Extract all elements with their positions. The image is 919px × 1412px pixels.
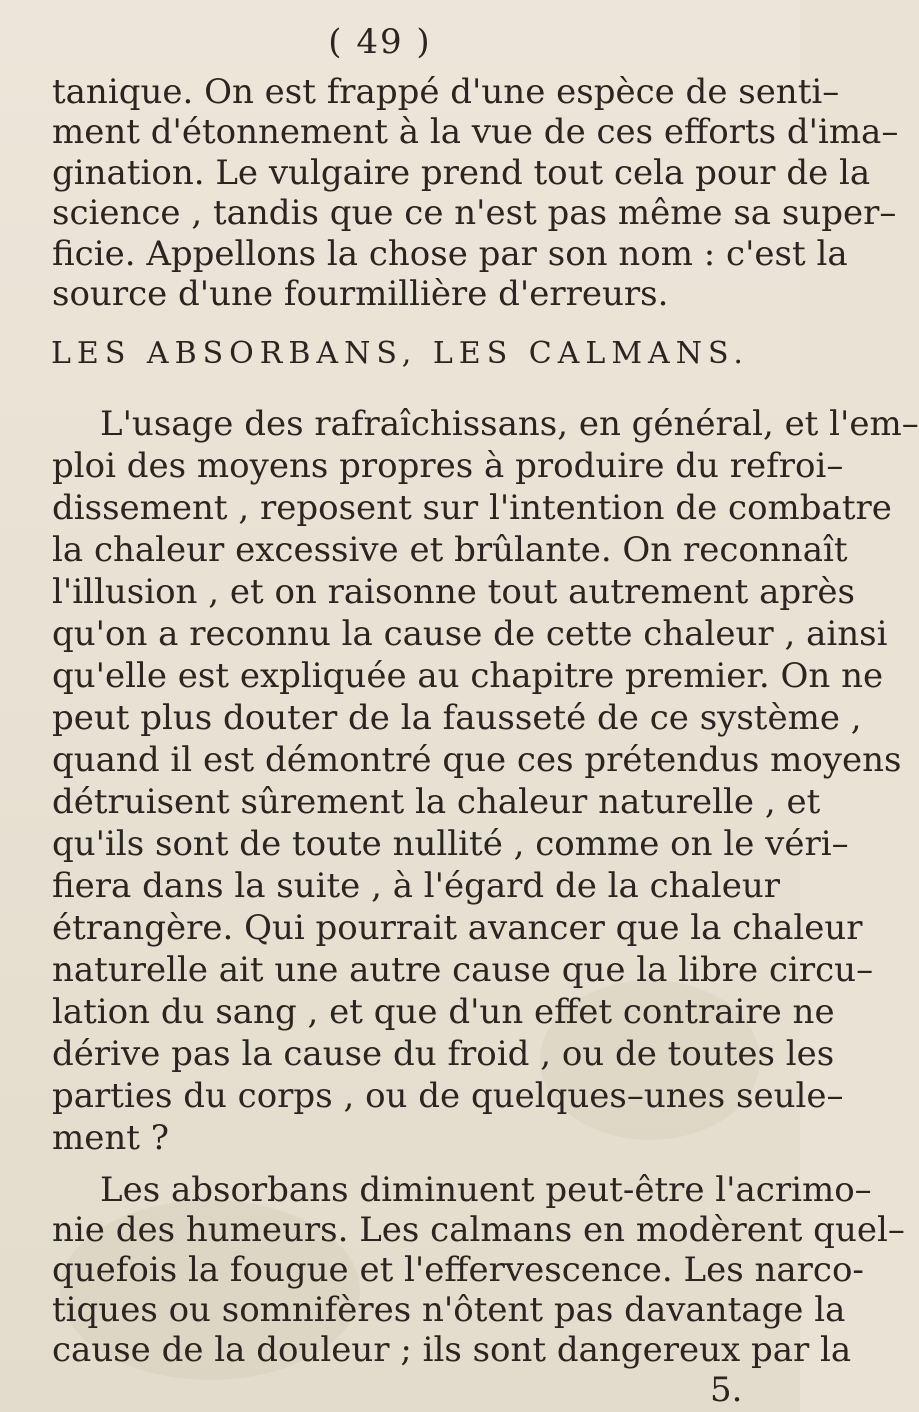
text-line: ment d'étonnement à la vue de ces efforts d'ima– — [52, 112, 899, 152]
page-number: ( 49 ) — [328, 22, 432, 62]
text-line: nie des humeurs. Les calmans en modèrent quel– — [52, 1210, 905, 1250]
text-line: parties du corps , ou de quelques–unes seule– — [52, 1076, 844, 1116]
text-line: tanique. On est frappé d'une espèce de senti– — [52, 72, 840, 112]
section-heading: LES ABSORBANS, LES CALMANS. — [51, 336, 749, 371]
text-line: tiques ou somnifères n'ôtent pas davantage la — [52, 1290, 846, 1330]
text-line: naturelle ait une autre cause que la libre circu– — [52, 950, 874, 990]
text-line: science , tandis que ce n'est pas même sa super– — [52, 193, 897, 233]
text-line: ment ? — [52, 1118, 169, 1158]
text-line: quand il est démontré que ces prétendus moyens — [52, 740, 902, 780]
text-line: peut plus douter de la fausseté de ce système , — [52, 698, 862, 738]
text-line: source d'une fourmillière d'erreurs. — [52, 274, 669, 314]
text-line: lation du sang , et que d'un effet contraire ne — [52, 992, 835, 1032]
text-line: dérive pas la cause du froid , ou de toutes les — [52, 1034, 835, 1074]
text-line: dissement , reposent sur l'intention de combatre — [52, 488, 892, 528]
text-line: étrangère. Qui pourrait avancer que la chaleur — [52, 908, 863, 948]
text-line: qu'elle est expliquée au chapitre premier. On ne — [52, 656, 884, 696]
text-line: qu'on a reconnu la cause de cette chaleur , ainsi — [52, 614, 888, 654]
text-line: Les absorbans diminuent peut-être l'acrimo– — [100, 1170, 872, 1210]
text-line: L'usage des rafraîchissans, en général, et l'em– — [100, 404, 919, 444]
text-line: l'illusion , et on raisonne tout autrement après — [52, 572, 855, 612]
text-line: gination. Le vulgaire prend tout cela pour de la — [52, 153, 871, 193]
text-line: ploi des moyens propres à produire du refroi– — [52, 446, 844, 486]
text-line: détruisent sûrement la chaleur naturelle , et — [52, 782, 821, 822]
text-line: ficie. Appellons la chose par son nom : c'est la — [52, 234, 848, 274]
text-line: qu'ils sont de toute nullité , comme on le véri– — [52, 824, 849, 864]
text-line: quefois la fougue et l'effervescence. Les narco- — [52, 1250, 864, 1290]
text-line: cause de la douleur ; ils sont dangereux par la — [52, 1330, 852, 1370]
signature-mark: 5. — [710, 1370, 743, 1410]
text-line: fiera dans la suite , à l'égard de la chaleur — [52, 866, 780, 906]
text-line: la chaleur excessive et brûlante. On reconnaît — [52, 530, 848, 570]
